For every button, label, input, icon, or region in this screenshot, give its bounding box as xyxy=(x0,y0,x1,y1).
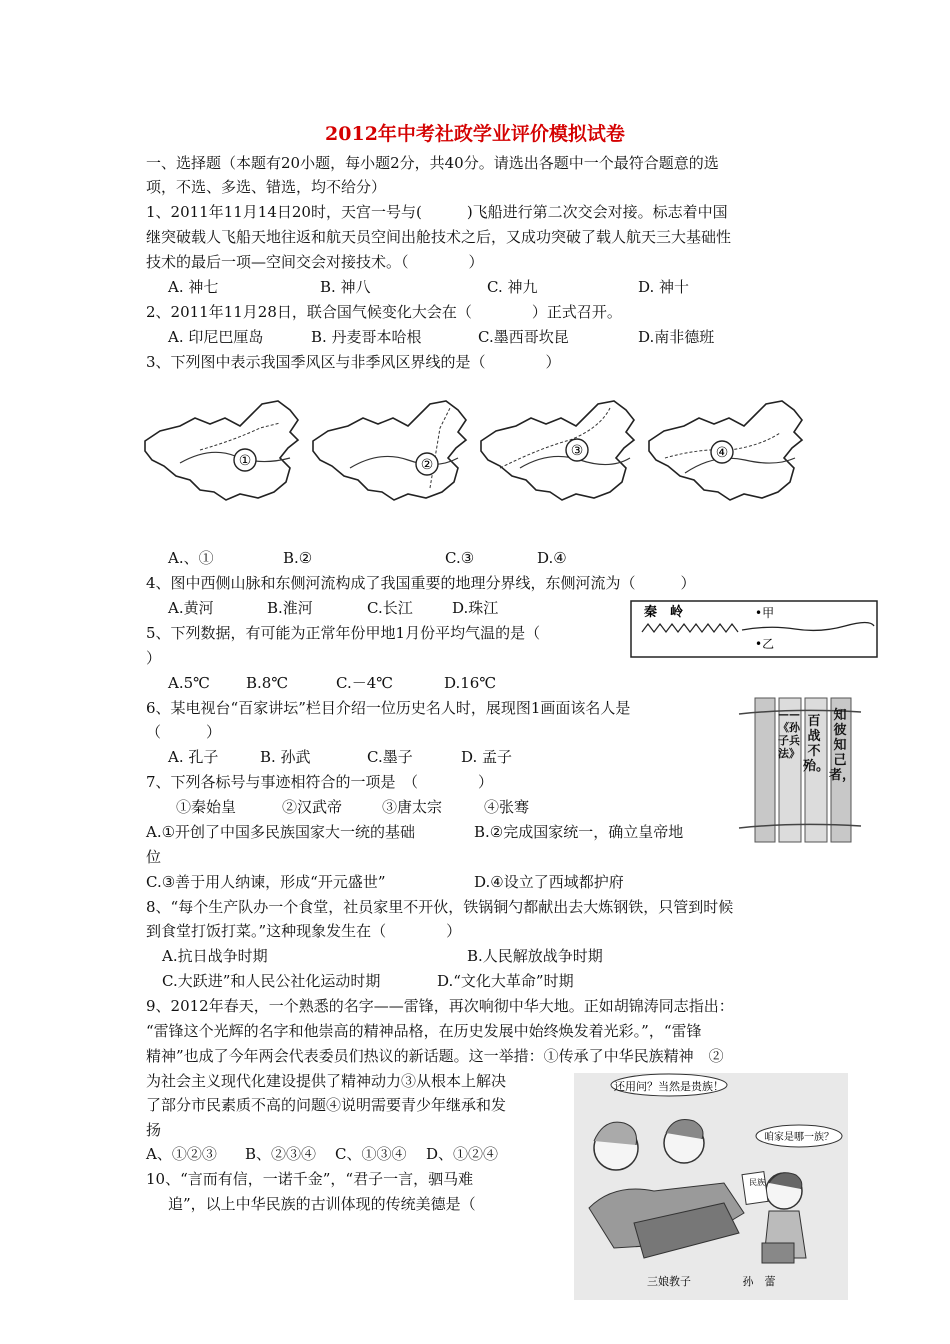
slip-text-2: 百战不殆。 xyxy=(803,714,830,774)
bubble2-text: 咱家是哪一族？ xyxy=(764,1132,834,1143)
q7-item-2: ②汉武帝 xyxy=(282,798,343,816)
q4-line1: 4、图中西侧山脉和东侧河流构成了我国重要的地理分界线，东侧河流为（ ） xyxy=(146,574,696,592)
map-1 xyxy=(145,401,298,500)
map-4 xyxy=(649,401,802,500)
q3-maps-figure xyxy=(140,388,820,508)
q1-option-d: D. 神十 xyxy=(638,278,690,296)
q1-option-b: B. 神八 xyxy=(320,278,371,296)
q1-option-a: A. 神七 xyxy=(168,278,219,296)
q8-option-c: C.大跃进”和人民公社化运动时期 xyxy=(162,972,381,990)
q8-option-d: D.“文化大革命”时期 xyxy=(437,972,574,990)
cartoon-figure xyxy=(574,1073,848,1300)
q4-option-c: C.长江 xyxy=(367,599,413,617)
q4-option-b: B.淮河 xyxy=(267,599,313,617)
q9-option-b: B、②③④ xyxy=(245,1145,317,1163)
q5-line2: ） xyxy=(146,649,162,667)
page-title: 2012年中考社政学业评价模拟试卷 xyxy=(325,123,625,145)
q8-line2: 到食堂打饭打菜。”这种现象发生在（ ） xyxy=(146,922,462,940)
q6-option-d: D. 孟子 xyxy=(461,748,513,766)
qinling-figure xyxy=(630,600,878,658)
q9-option-a: A、①②③ xyxy=(146,1145,217,1163)
point-jia: •甲 xyxy=(755,606,775,620)
q6-line1: 6、某电视台“百家讲坛”栏目介绍一位历史名人时，展现图1画面该名人是 xyxy=(146,699,631,717)
q3-option-c: C.③ xyxy=(445,549,475,567)
q3-option-b: B.② xyxy=(283,549,313,567)
q6-option-c: C.墨子 xyxy=(367,748,413,766)
q6-line2: （ ） xyxy=(146,723,222,741)
q1-option-c: C. 神九 xyxy=(487,278,538,296)
q5-line1: 5、下列数据，有可能为正常年份甲地1月份平均气温的是（ xyxy=(146,624,541,642)
q9-line5: 了部分市民素质不高的问题④说明需要青少年继承和发 xyxy=(146,1096,507,1114)
map-3 xyxy=(481,401,634,500)
q7-option-c: C.③善于用人纳谏，形成“开元盛世” xyxy=(146,873,386,891)
bamboo-slips-figure xyxy=(735,692,865,847)
q3-line1: 3、下列图中表示我国季风区与非季风区界线的是（ ） xyxy=(146,353,561,371)
q4-option-d: D.珠江 xyxy=(452,599,499,617)
map-label-1: ① xyxy=(238,453,252,469)
point-yi: •乙 xyxy=(755,637,775,651)
q2-option-c: C.墨西哥坎昆 xyxy=(478,328,569,346)
q8-option-b: B.人民解放战争时期 xyxy=(467,947,603,965)
q10-line1: 10、“言而有信，一诺千金”，“君子一言，驷马难 xyxy=(146,1170,474,1188)
q9-line2: “雷锋这个光辉的名字和他崇高的精神品格，在历史发展中始终焕发着光彩。”，“雷锋 xyxy=(146,1022,702,1040)
q1-line2: 继突破载人飞船天地往返和航天员空间出舱技术之后，又成功突破了载人航天三大基础性 xyxy=(146,228,732,246)
bubble1-text: 还用问？当然是贵族！ xyxy=(614,1080,724,1093)
q5-option-a: A.5℃ xyxy=(168,674,210,692)
q9-line6: 扬 xyxy=(146,1121,162,1139)
section-heading-line1: 一、选择题（本题有20小题，每小题2分，共40分。请选出各题中一个最符合题意的选 xyxy=(146,154,719,172)
q5-option-c: C.－4℃ xyxy=(336,674,394,692)
map-label-3: ③ xyxy=(570,443,584,459)
q1-line3: 技术的最后一项—空间交会对接技术。（ ） xyxy=(146,253,484,271)
q2-line1: 2、2011年11月28日，联合国气候变化大会在（ ）正式召开。 xyxy=(146,303,622,321)
q9-option-d: D、①②④ xyxy=(426,1145,499,1163)
q8-line1: 8、“每个生产队办一个食堂，社员家里不开伙，铁锅铜勺都献出去大炼钢铁，只管到时候 xyxy=(146,898,734,916)
q7-option-b-cont: 位 xyxy=(146,848,162,866)
q3-option-d: D.④ xyxy=(537,549,567,567)
q5-option-b: B.8℃ xyxy=(246,674,289,692)
q9-line4: 为社会主义现代化建设提供了精神动力③从根本上解决 xyxy=(146,1072,507,1090)
q7-line1: 7、下列各标号与事迹相符合的一项是 （ ） xyxy=(146,773,494,791)
slip-text-1: 知彼知己者， xyxy=(829,708,856,783)
q3-option-a: A.、① xyxy=(168,549,214,567)
section-heading-line2: 项，不选、多选、错选，均不给分） xyxy=(146,178,387,196)
q4-option-a: A.黄河 xyxy=(168,599,214,617)
q7-item-3: ③唐太宗 xyxy=(382,798,443,816)
q5-option-d: D.16℃ xyxy=(444,674,497,692)
q7-option-a: A.①开创了中国多民族国家大一统的基础 xyxy=(146,823,416,841)
q9-line3: 精神”也成了今年两会代表委员们热议的新话题。这一举措：①传承了中华民族精神 ② xyxy=(146,1047,724,1065)
map-label-2: ② xyxy=(420,457,434,473)
cartoon-drawing xyxy=(574,1073,848,1300)
q10-line2: 追”，以上中华民族的古训体现的传统美德是（ xyxy=(168,1195,476,1213)
q9-line1: 9、2012年春天，一个熟悉的名字——雷锋，再次响彻中华大地。正如胡锦涛同志指出： xyxy=(146,997,734,1015)
map-label-4: ④ xyxy=(715,445,729,461)
cartoon-author: 孙 蕾 xyxy=(742,1275,776,1288)
sign-text: 民族 xyxy=(749,1178,765,1187)
q8-option-a: A.抗日战争时期 xyxy=(162,947,268,965)
q6-option-a: A. 孔子 xyxy=(168,748,219,766)
qinling-label: 秦 岭 xyxy=(644,605,684,620)
q7-item-1: ①秦始皇 xyxy=(176,798,237,816)
q2-option-b: B. 丹麦哥本哈根 xyxy=(311,328,422,346)
q2-option-d: D.南非德班 xyxy=(638,328,715,346)
q7-option-d: D.④设立了西域都护府 xyxy=(474,873,624,891)
q2-option-a: A. 印尼巴厘岛 xyxy=(168,328,264,346)
q7-item-4: ④张骞 xyxy=(484,798,530,816)
q6-option-b: B. 孙武 xyxy=(260,748,311,766)
map-2 xyxy=(313,401,466,500)
slip-text-3: ——《孙子兵法》 xyxy=(778,708,800,760)
cartoon-caption: 三娘教子 xyxy=(647,1275,691,1288)
q9-option-c: C、①③④ xyxy=(335,1145,407,1163)
q7-option-b: B.②完成国家统一，确立皇帝地 xyxy=(474,823,684,841)
q1-line1: 1、2011年11月14日20时，天宫一号与( )飞船进行第二次交会对接。标志着中国 xyxy=(146,203,728,221)
